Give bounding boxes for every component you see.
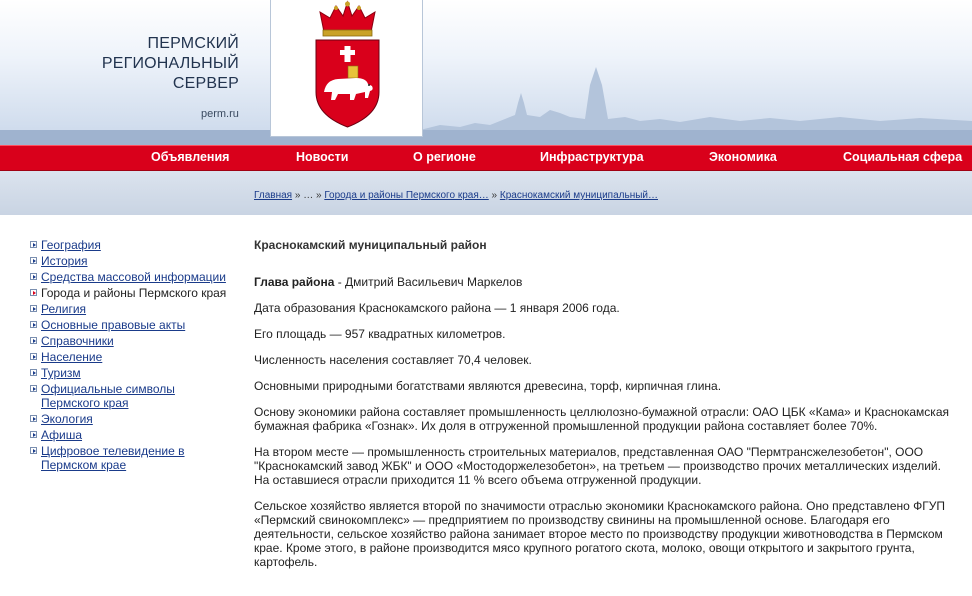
sidebar-item-label[interactable]: Официальные символы Пермского края	[41, 382, 175, 410]
arrow-bullet-icon	[30, 385, 37, 392]
breadcrumb-separator: »	[294, 190, 301, 201]
sidebar-item-history[interactable]	[30, 254, 230, 268]
content-paragraph: На втором месте — промышленность строительных материалов, представленная ОАО "Пермтрансжелезобетон", ООО "Краснокамский завод ЖБК" и ООО «Мостодоржелезобетон», на третьем — производство прочих металлических изделий. На оставшиеся отрасли приходится 11 % всего объема отгруженной продукции.	[254, 445, 941, 487]
district-head	[254, 275, 954, 289]
ground-strip	[0, 130, 972, 145]
sidebar-item-label[interactable]: Религия	[41, 302, 87, 316]
arrow-bullet-icon	[30, 257, 37, 264]
sidebar-item-digital-tv[interactable]	[30, 444, 230, 472]
site-title[interactable]	[39, 34, 239, 94]
content-paragraph: Его площадь — 957 квадратных километров.	[254, 327, 506, 341]
breadcrumb-home[interactable]: Главная	[254, 190, 293, 201]
content-paragraph: Основу экономики района составляет промышленность целлюлозно-бумажной отрасли: ОАО ЦБК «Кама» и Краснокамская бумажная фабрика «Гознак». Их доля в отгруженной промышленной продукции района составляет более 70%.	[254, 405, 949, 433]
site-header	[0, 0, 972, 145]
district-head-name: - Дмитрий Васильевич Маркелов	[334, 275, 523, 289]
nav-item-social-sphere[interactable]: Социальная сфера	[843, 150, 963, 164]
arrow-bullet-icon	[30, 289, 37, 296]
nav-item-infrastructure[interactable]: Инфраструктура	[540, 150, 644, 164]
sidebar-item-cities	[30, 286, 230, 300]
sidebar-item-label[interactable]: Основные правовые акты	[41, 318, 186, 332]
page-title: Краснокамский муниципальный район	[254, 238, 487, 252]
sidebar-item-label[interactable]: Цифровое телевидение в Пермском крае	[41, 444, 185, 472]
arrow-bullet-icon	[30, 273, 37, 280]
site-title-line-2: РЕГИОНАЛЬНЫЙ	[101, 55, 239, 72]
breadcrumb-separator: »	[315, 190, 322, 201]
arrow-bullet-icon	[30, 321, 37, 328]
breadcrumb-separator: »	[491, 190, 498, 201]
arrow-bullet-icon	[30, 447, 37, 454]
content-paragraph: Дата образования Краснокамского района — 1 января 2006 года.	[254, 301, 620, 315]
arrow-bullet-icon	[30, 415, 37, 422]
district-head-label: Глава района	[254, 275, 335, 289]
sidebar-item-geography[interactable]	[30, 238, 230, 252]
sidebar-item-label: Города и районы Пермского края	[41, 286, 227, 300]
breadcrumb	[254, 190, 658, 201]
site-title-line-3: СЕРВЕР	[172, 75, 239, 92]
arrow-bullet-icon	[30, 337, 37, 344]
sidebar-item-population[interactable]	[30, 350, 230, 364]
arrow-bullet-icon	[30, 431, 37, 438]
nav-item-economy[interactable]: Экономика	[709, 150, 777, 164]
arrow-bullet-icon	[30, 241, 37, 248]
main-content	[254, 238, 954, 581]
sidebar-item-legal-acts[interactable]	[30, 318, 230, 332]
site-url[interactable]: perm.ru	[201, 108, 239, 120]
main-nav	[0, 145, 972, 171]
content-paragraph: Сельское хозяйство является второй по значимости отраслью экономики Краснокамского района. Оно представлено ФГУП «Пермский свинокомплекс» — предприятием по производству свинины на промышленной основе. Благодаря его деятельности, сельское хозяйство района занимает второе место по производству продукции животноводства в Пермском крае. Кроме этого, в районе производится мясо крупного рогатого скота, молоко, овощи открытого и закрытого грунта, картофель.	[254, 499, 946, 569]
arrow-bullet-icon	[30, 353, 37, 360]
sidebar-item-label[interactable]: Экология	[41, 412, 93, 426]
sidebar-item-label[interactable]: Афиша	[41, 428, 83, 442]
sidebar	[30, 238, 230, 474]
breadcrumb-cities[interactable]: Города и районы Пермского края…	[324, 190, 489, 201]
sidebar-item-afisha[interactable]	[30, 428, 230, 442]
sidebar-item-ecology[interactable]	[30, 412, 230, 426]
perm-coat-of-arms-icon[interactable]	[310, 0, 385, 130]
sidebar-item-symbols[interactable]	[30, 382, 230, 410]
sidebar-item-media[interactable]	[30, 270, 230, 284]
breadcrumb-ellipsis: …	[303, 190, 314, 201]
content-paragraph: Основными природными богатствами являются древесина, торф, кирпичная глина.	[254, 379, 722, 393]
breadcrumb-current[interactable]: Краснокамский муниципальный…	[499, 190, 658, 201]
site-title-line-1: ПЕРМСКИЙ	[147, 35, 239, 52]
sidebar-item-label[interactable]: Справочники	[41, 334, 114, 348]
sidebar-item-religion[interactable]	[30, 302, 230, 316]
nav-item-announcements[interactable]: Объявления	[151, 150, 230, 164]
sidebar-item-label[interactable]: История	[41, 254, 88, 268]
nav-item-news[interactable]: Новости	[296, 150, 349, 164]
sidebar-item-label[interactable]: Туризм	[41, 366, 81, 380]
sidebar-item-tourism[interactable]	[30, 366, 230, 380]
nav-item-about-region[interactable]: О регионе	[413, 150, 476, 164]
arrow-bullet-icon	[30, 305, 37, 312]
sidebar-item-label[interactable]: География	[41, 238, 101, 252]
content-paragraph: Численность населения составляет 70,4 человек.	[254, 353, 532, 367]
sidebar-item-directories[interactable]	[30, 334, 230, 348]
sidebar-item-label[interactable]: Средства массовой информации	[41, 270, 226, 284]
arrow-bullet-icon	[30, 369, 37, 376]
sidebar-item-label[interactable]: Население	[41, 350, 103, 364]
